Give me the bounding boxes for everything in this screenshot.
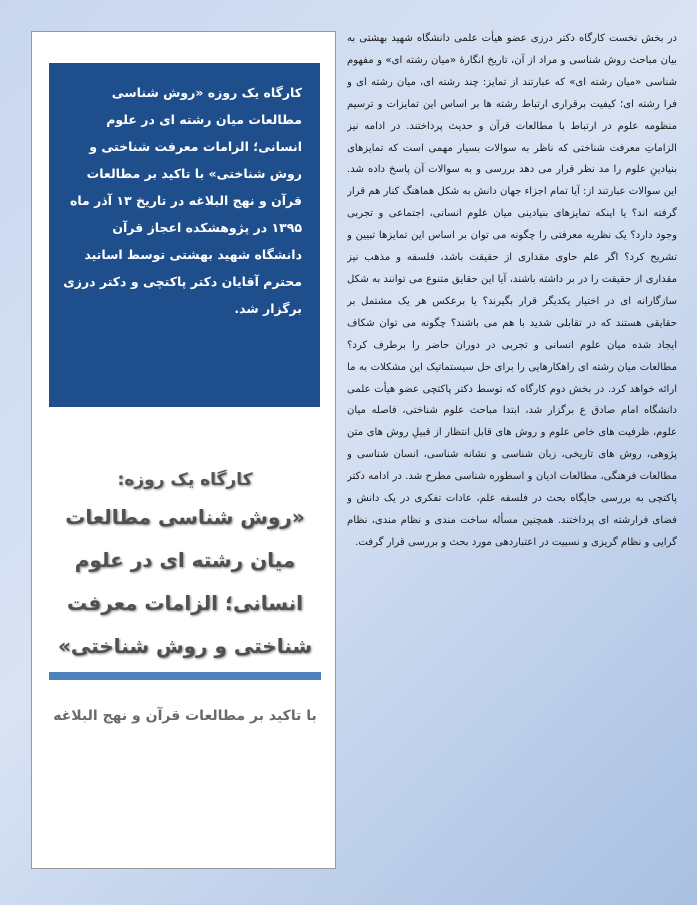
workshop-title: «روش شناسی مطالعات میان رشته ای در علوم انسانی؛ الزامات معرفت شناختی و روش شناختی» [57,505,313,658]
announcement-box [49,63,320,407]
workshop-title-label: کارگاه یک روزه: [117,470,253,490]
divider-bar [49,672,321,680]
article-body [347,28,677,874]
announcement-text: کارگاه یک روزه «روش شناسی مطالعات میان رشته ای در علوم انسانی؛ الزامات معرفت شناختی و روش شناختی» با تاکید بر مطالعات قرآن و نهج البلاغه در تاریخ ۱۳ آذر ماه ۱۳۹۵ در پژوهشکده اعجاز قرآن دانشگاه شهید بهشتی توسط اساتید محترم آقایان دکتر پاکتچی و دکتر درزی برگزار شد. [63,85,302,316]
article-paragraph: در بخش نخست کارگاه دکتر درزی عضو هیأت علمی دانشگاه شهید بهشتی به بیان مباحث روش شناسی و مراد از آن، تاریخ انگارهٔ «میان رشته ای» و مفهوم شناسی «میان رشته ای» که عبارتند از تمایز: چند رشته ای، میان رشته ای و فرا رشته ای؛ کیفیت برقراری ارتباط رشته ها بر اساس این تمایزات و ترسیم منظومه علوم در ارتباط با مطالعات قرآن و حدیث پرداختند. در ادامه نیز الزاماتِ معرفت شناختی که ناظر به سوالات بسیار مهمی است که تمایزهای بنیادینِ علوم را مد نظر قرار می دهد بررسی و به سوالات آن پاسخ داده شد. این سوالات عبارتند از: آیا تمام اجزاء جهان دانش به شکل هماهنگ کنار هم قرار گرفته اند؟ یا اینکه تمایزهای بنیادینی میان علوم انسانی، اجتماعی و تجربی وجود دارد؟ یک نظریه معرفتی را چگونه می توان بر اساس این تمایزها تبیین و تشریح کرد؟ اگر علم حاوی مقداری از حقیقت باشد، فلسفه و مذهب نیز مقداری از حقیقت را در بر داشته باشند، آیا این حقایق متنوع می توانند به شکل سازگارانه ای در اختیار یکدیگر قرار بگیرند؟ یا برعکس هر یک مشتمل بر حقایقی هستند که در تقابلی شدید با هم می باشند؟ چگونه می توان شکاف ایجاد شده میان علوم انسانی و تجربی در دوران حاضر را برطرف کرد؟ مطالعات میان رشته ای راهکارهایی را برای حل سیستماتیک این مشکلات به ما ارائه خواهد کرد. در بخش دوم کارگاه که توسط دکتر پاکتچی عضو هیأت علمی دانشگاه امام صادق ع برگزار شد، ابتدا مباحث علوم شناختی، فاصله میان علوم، ظرفیت های خاص علوم و روش های قابل انتظار از قبیلِ روش های متن پژوهی، روش های تاریخی، زبان شناسی و نشانه شناسی، انسان شناسی و مطالعات فرهنگی، مطالعات ادیان و اسطوره شناسی مطرح شد. در ادامه دکتر پاکتچی به بررسی جایگاه بحث در فلسفه علم، عادات تفکری در یک دانش و فضای فرارشته ای پرداختند. همچنین مسأله ساخت مندی و نظام مندی، نظام گرایی و نظام گریزی و نسبیت در اعتباردهی مورد بحث و بررسی قرار گرفت. [347,33,677,548]
sidebar-panel [31,31,336,869]
workshop-title-block [40,470,330,668]
workshop-subtitle: با تاکید بر مطالعات قرآن و نهج البلاغه [53,708,317,724]
